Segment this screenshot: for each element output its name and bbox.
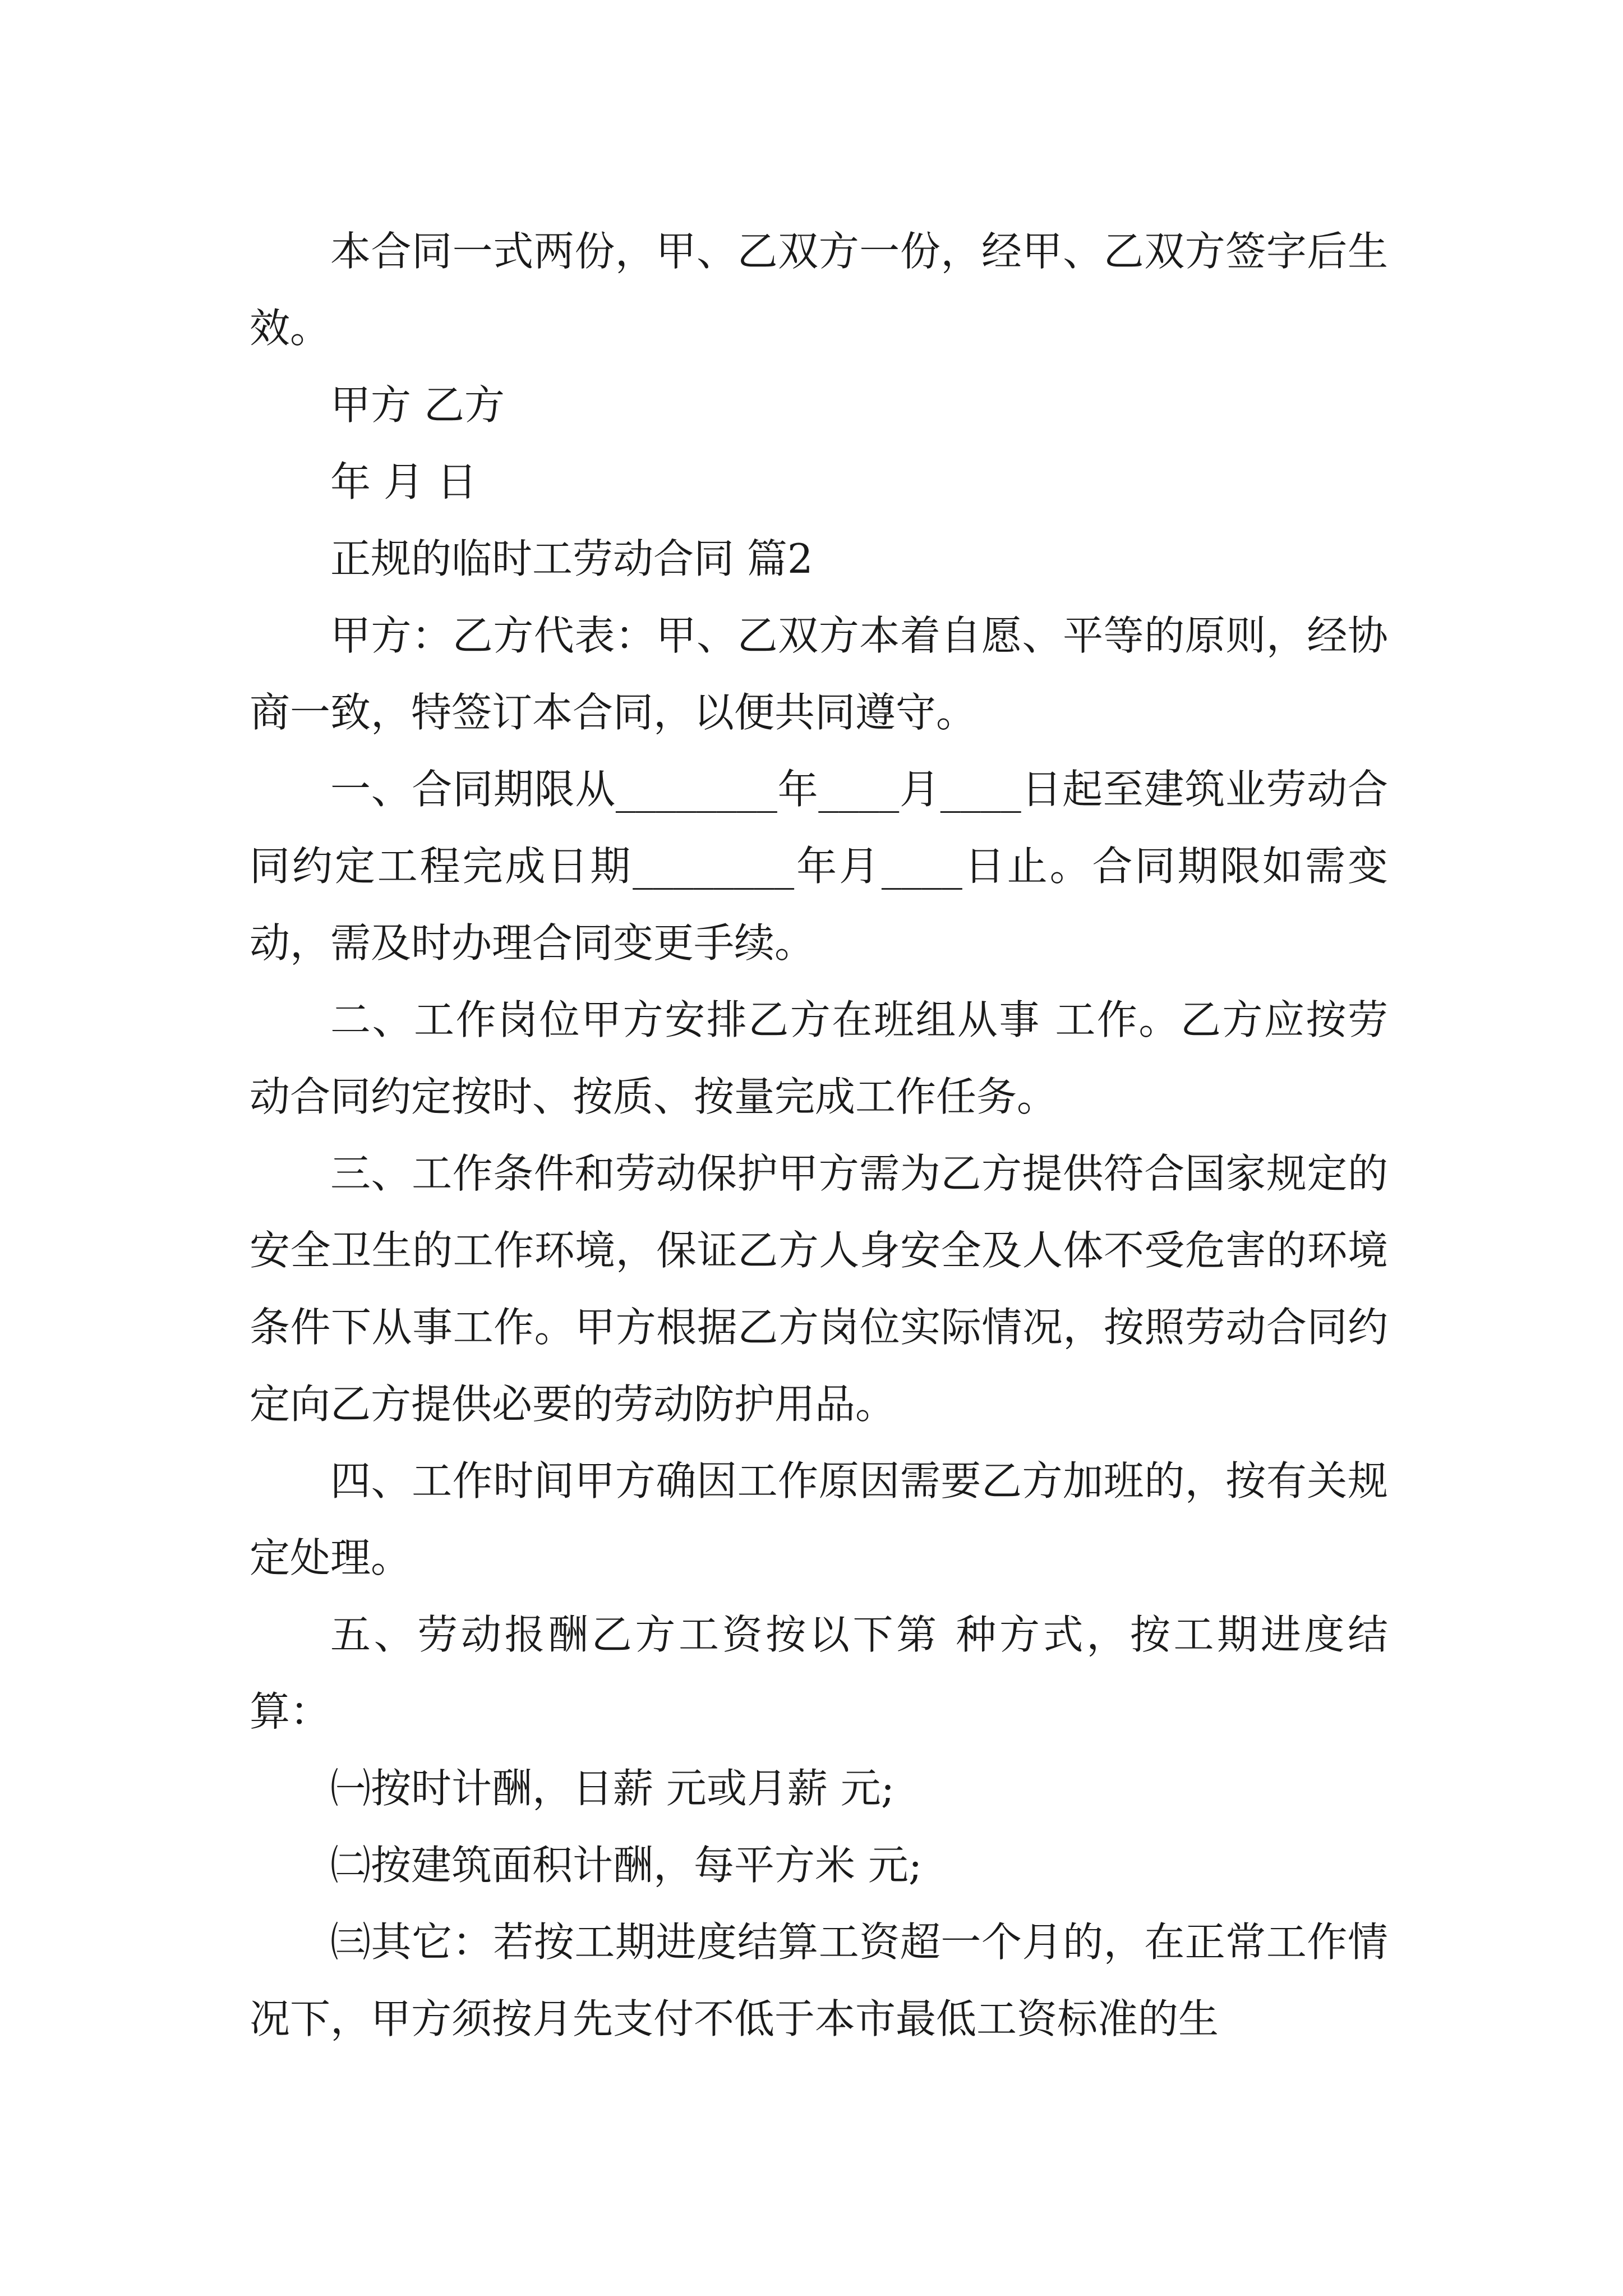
paragraph-parties-intro: 甲方：乙方代表：甲、乙双方本着自愿、平等的原则，经协商一致，特签订本合同，以便共同遵守。 bbox=[250, 612, 1388, 736]
clause-remuneration: 五、劳动报酬乙方工资按以下第 种方式，按工期进度结算： bbox=[250, 1611, 1388, 1735]
clause-contract-term: 一、合同期限从________年____月____日起至建筑业劳动合同约定工程完成日期________年月____日止。合同期限如需变动，需及时办理合同变更手续。 bbox=[250, 766, 1388, 967]
document-body bbox=[250, 213, 1388, 2058]
clause-working-hours: 四、工作时间甲方确因工作原因需要乙方加班的，按有关规定处理。 bbox=[250, 1457, 1388, 1581]
paragraph-date-line: 年 月 日 bbox=[330, 458, 477, 505]
clause-job-position: 二、工作岗位甲方安排乙方在班组从事 工作。乙方应按劳动合同约定按时、按质、按量完成工作任务。 bbox=[250, 996, 1388, 1120]
paragraph-copies-effect: 本合同一式两份，甲、乙双方一份，经甲、乙双方签字后生效。 bbox=[250, 228, 1388, 352]
remuneration-option-1: ㈠按时计酬，日薪 元或月薪 元; bbox=[330, 1765, 895, 1812]
paragraph-party-signatures: 甲方 乙方 bbox=[330, 381, 505, 429]
remuneration-option-2: ㈡按建筑面积计酬，每平方米 元; bbox=[330, 1842, 923, 1889]
clause-working-conditions: 三、工作条件和劳动保护甲方需为乙方提供符合国家规定的安全卫生的工作环境，保证乙方人身安全及人体不受危害的环境条件下从事工作。甲方根据乙方岗位实际情况，按照劳动合同约定向乙方提供必要的劳动防护用品。 bbox=[250, 1150, 1388, 1428]
remuneration-option-3: ㈢其它：若按工期进度结算工资超一个月的，在正常工作情况下，甲方须按月先支付不低于本市最低工资标准的生 bbox=[250, 1918, 1388, 2042]
section-title: 正规的临时工劳动合同 篇2 bbox=[330, 535, 813, 582]
